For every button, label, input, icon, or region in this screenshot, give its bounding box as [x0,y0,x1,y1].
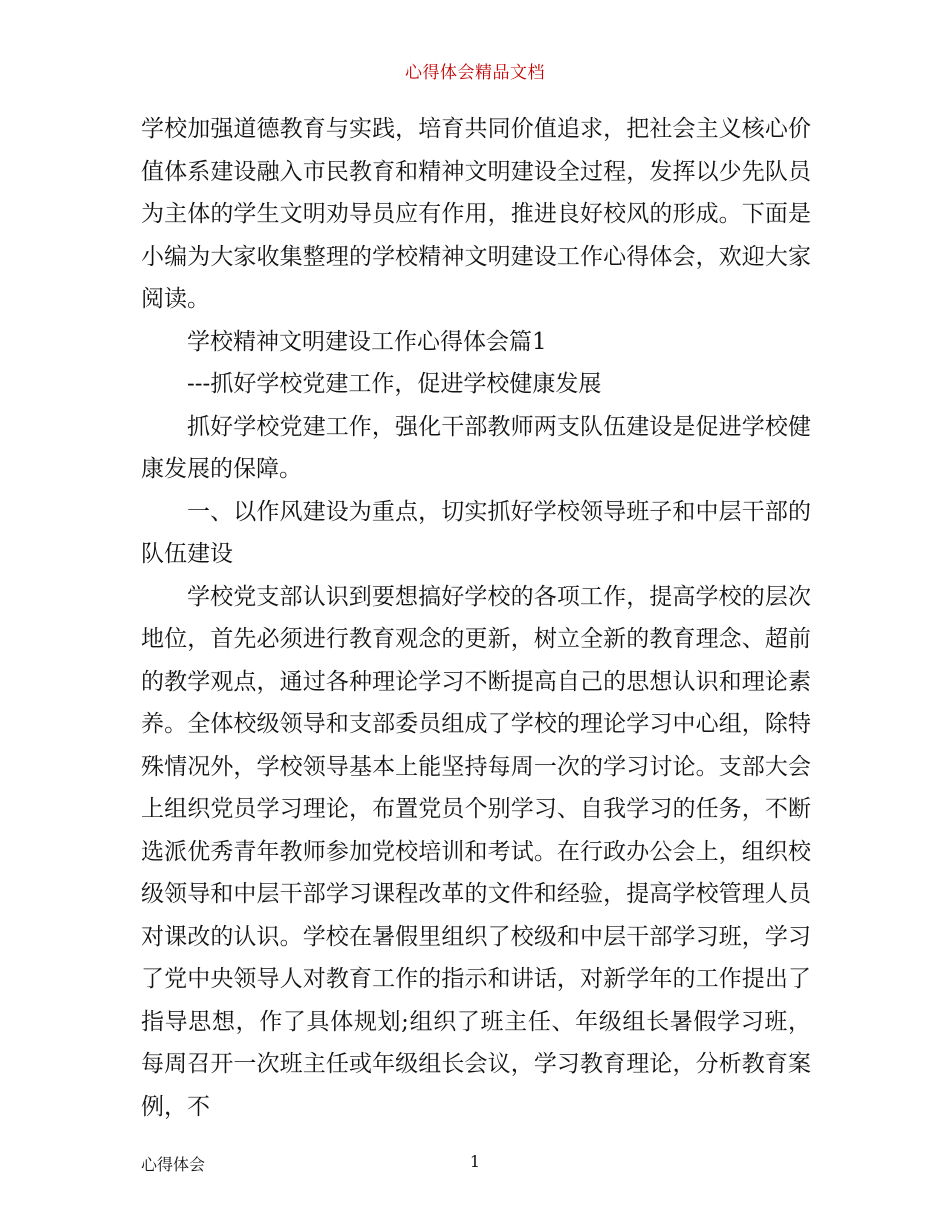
intro-paragraph: 学校加强道德教育与实践，培育共同价值追求，把社会主义核心价值体系建设融入市民教育和精神文明建设全过程，发挥以少先队员为主体的学生文明劝导员应有作用，推进良好校风的形成。下面是小编为大家收集整理的学校精神文明建设工作心得体会，欢迎大家阅读。 [141,116,811,312]
document-body [141,108,811,1128]
article-title: 学校精神文明建设工作心得体会篇1 [187,328,547,355]
page-number: 1 [469,1152,481,1171]
page-header-title: 心得体会精品文档 [405,63,545,83]
body-paragraph: 抓好学校党建工作，强化干部教师两支队伍建设是促进学校健康发展的保障。 [141,413,811,482]
section-heading: 一、以作风建设为重点，切实抓好学校领导班子和中层干部的队伍建设 [141,498,811,567]
article-subtitle: ---抓好学校党建工作，促进学校健康发展 [187,371,602,397]
footer-label: 心得体会 [141,1155,206,1174]
body-paragraph: 学校党支部认识到要想搞好学校的各项工作，提高学校的层次地位，首先必须进行教育观念的更新，树立全新的教育理念、超前的教学观点，通过各种理论学习不断提高自己的思想认识和理论素养。全体校级领导和支部委员组成了学校的理论学习中心组，除特殊情况外，学校领导基本上能坚持每周一次的学习讨论。支部大会上组织党员学习理论，布置党员个别学习、自我学习的任务，不断选派优秀青年教师参加党校培训和考试。在行政办公会上，组织校级领导和中层干部学习课程改革的文件和经验，提高学校管理人员对课改的认识。学校在暑假里组织了校级和中层干部学习班，学习了党中央领导人对教育工作的指示和讲话，对新学年的工作提出了指导思想，作了具体规划;组织了班主任、年级组长暑假学习班，每周召开一次班主任或年级组长会议，学习教育理论，分析教育案例，不 [141,583,811,1120]
